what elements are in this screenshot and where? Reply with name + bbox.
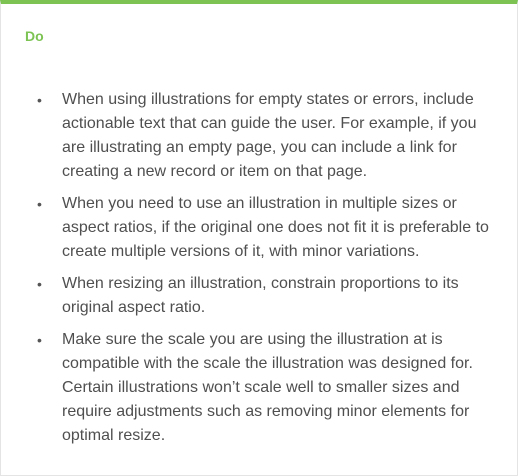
section-heading: Do [25,28,44,44]
list-item [1,328,518,448]
list-item-text: When you need to use an illustration in multiple sizes or aspect ratios, if the original one does not fit it is preferable to create multiple versions of it, with minor variations. [62,195,489,260]
list-item [1,88,518,184]
bullet-icon: • [37,332,42,348]
list-item [1,272,518,320]
bullet-icon: • [37,196,42,212]
list-item-text: When using illustrations for empty states or errors, include actionable text that can guide the user. For example, if you are illustrating an empty page, you can include a link for creating a new record or item on that page. [62,91,477,180]
list-item-text: When resizing an illustration, constrain proportions to its original aspect ratio. [62,275,459,316]
list-item [1,192,518,264]
bullet-icon: • [37,92,42,108]
list-item-text: Make sure the scale you are using the illustration at is compatible with the scale the illustration was designed for. Certain illustrations won’t scale well to smaller sizes and require adjustments such as removing minor elements for optimal resize. [62,331,473,444]
bullet-icon: • [37,276,42,292]
guidelines-list [1,88,518,456]
